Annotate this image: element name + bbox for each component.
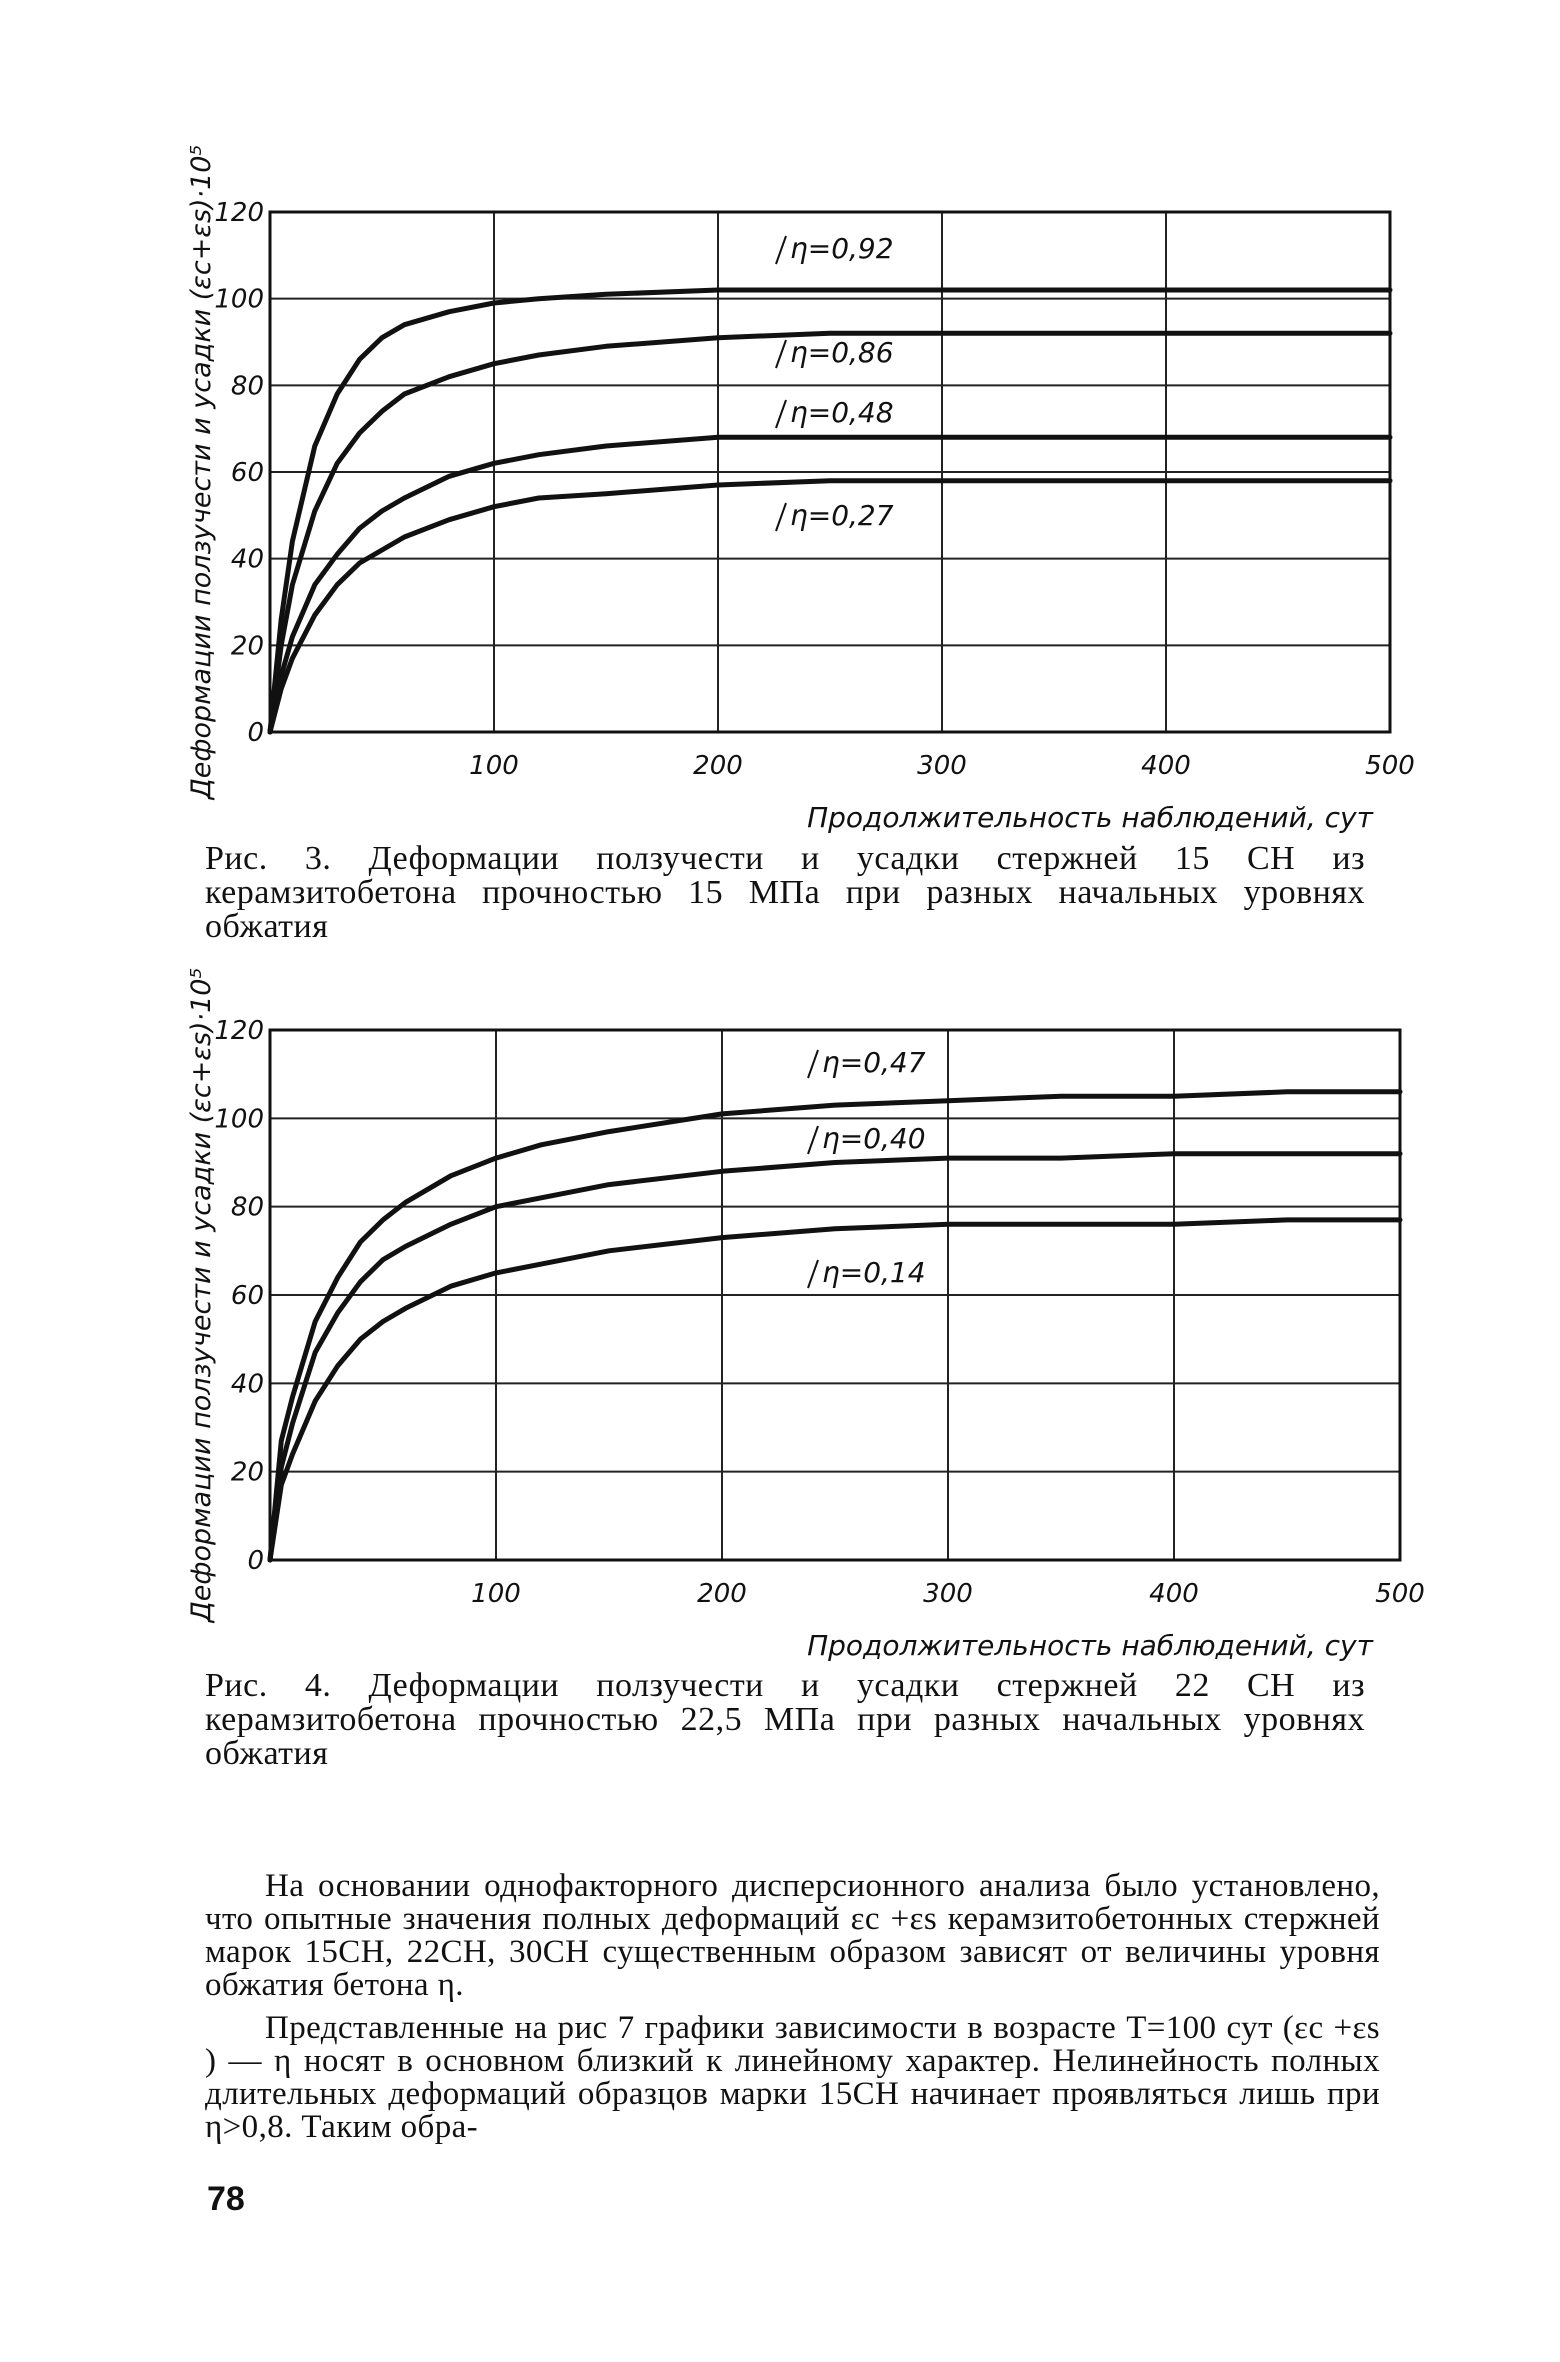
series-label-leader (776, 400, 786, 428)
x-tick-label: 400 (1141, 751, 1191, 781)
x-tick-label: 500 (1365, 751, 1415, 781)
y-axis-label: Деформации ползучести и усадки (εc+εs)·10⁵ (186, 144, 217, 800)
y-tick-label: 100 (214, 284, 264, 315)
x-tick-label: 200 (697, 1579, 747, 1609)
series-label-2: η=0,40 (822, 1122, 926, 1155)
x-axis-label: Продолжительность наблюдений, сут (807, 1629, 1373, 1662)
x-tick-label: 500 (1375, 1579, 1425, 1609)
body-paragraph-1: На основании однофакторного дисперсионного анализа было установлено, что опытные значения полных деформаций εc +εs керамзитобетонных стержней марок 15СН, 22СН, 30СН существенным образом зависят от величины уровня обжатия бетона η. (205, 1868, 1380, 2003)
y-tick-label: 0 (247, 718, 264, 748)
series-label-3: η=0,48 (790, 396, 894, 429)
chart-fig3 (0, 144, 1560, 834)
x-tick-label: 100 (471, 1579, 521, 1609)
y-tick-label: 0 (247, 1546, 264, 1576)
figure-4-caption: Рис. 4. Деформации ползучести и усадки стержней 22 СН из керамзитобетона прочностью 22,5 МПа при разных начальных уровнях обжатия (205, 1667, 1365, 1772)
y-tick-label: 120 (214, 198, 264, 228)
y-tick-label: 20 (230, 631, 264, 662)
series-label-leader (776, 340, 786, 368)
page-number: 78 (207, 2180, 245, 2218)
figure-3-caption: Рис. 3. Деформации ползучести и усадки стержней 15 СН из керамзитобетона прочностью 15 МПа при разных начальных уровнях обжатия (205, 840, 1365, 945)
x-axis-label: Продолжительность наблюдений, сут (807, 801, 1373, 834)
x-tick-label: 100 (469, 751, 519, 781)
series-label-4: η=0,27 (790, 499, 894, 532)
x-tick-label: 400 (1149, 1579, 1199, 1609)
y-tick-label: 120 (214, 1016, 264, 1046)
series-line-2 (270, 333, 1390, 732)
series-label-leader (808, 1126, 818, 1154)
y-tick-label: 60 (230, 458, 264, 488)
series-label-2: η=0,86 (790, 336, 894, 369)
y-axis-label: Деформации ползучести и усадки (εc+εs)·10⁵ (186, 967, 217, 1623)
series-label-leader (776, 503, 786, 531)
series-label-leader (776, 236, 786, 264)
series-label-leader (808, 1050, 818, 1078)
x-tick-label: 300 (923, 1579, 973, 1609)
y-tick-label: 40 (230, 1369, 264, 1400)
x-tick-label: 300 (917, 751, 967, 781)
y-tick-label: 20 (230, 1457, 264, 1488)
body-paragraph-2: Представленные на рис 7 графики зависимости в возрасте T=100 сут (εc +εs ) — η носят в основном близкий к линейному характер. Нелинейность полных длительных деформаций образцов марки 15СН начинает проявляться лишь при η>0,8. Таким обра- (205, 2010, 1380, 2145)
series-label-1: η=0,47 (822, 1046, 926, 1079)
series-line-2 (270, 1154, 1400, 1560)
series-label-1: η=0,92 (790, 232, 894, 265)
chart-fig4 (0, 967, 1560, 1662)
series-label-leader (808, 1260, 818, 1288)
x-tick-label: 200 (693, 751, 743, 781)
y-tick-label: 100 (214, 1104, 264, 1135)
y-tick-label: 80 (230, 1192, 264, 1223)
y-tick-label: 80 (230, 371, 264, 402)
series-label-3: η=0,14 (822, 1256, 926, 1289)
y-tick-label: 60 (230, 1281, 264, 1311)
y-tick-label: 40 (230, 544, 264, 575)
